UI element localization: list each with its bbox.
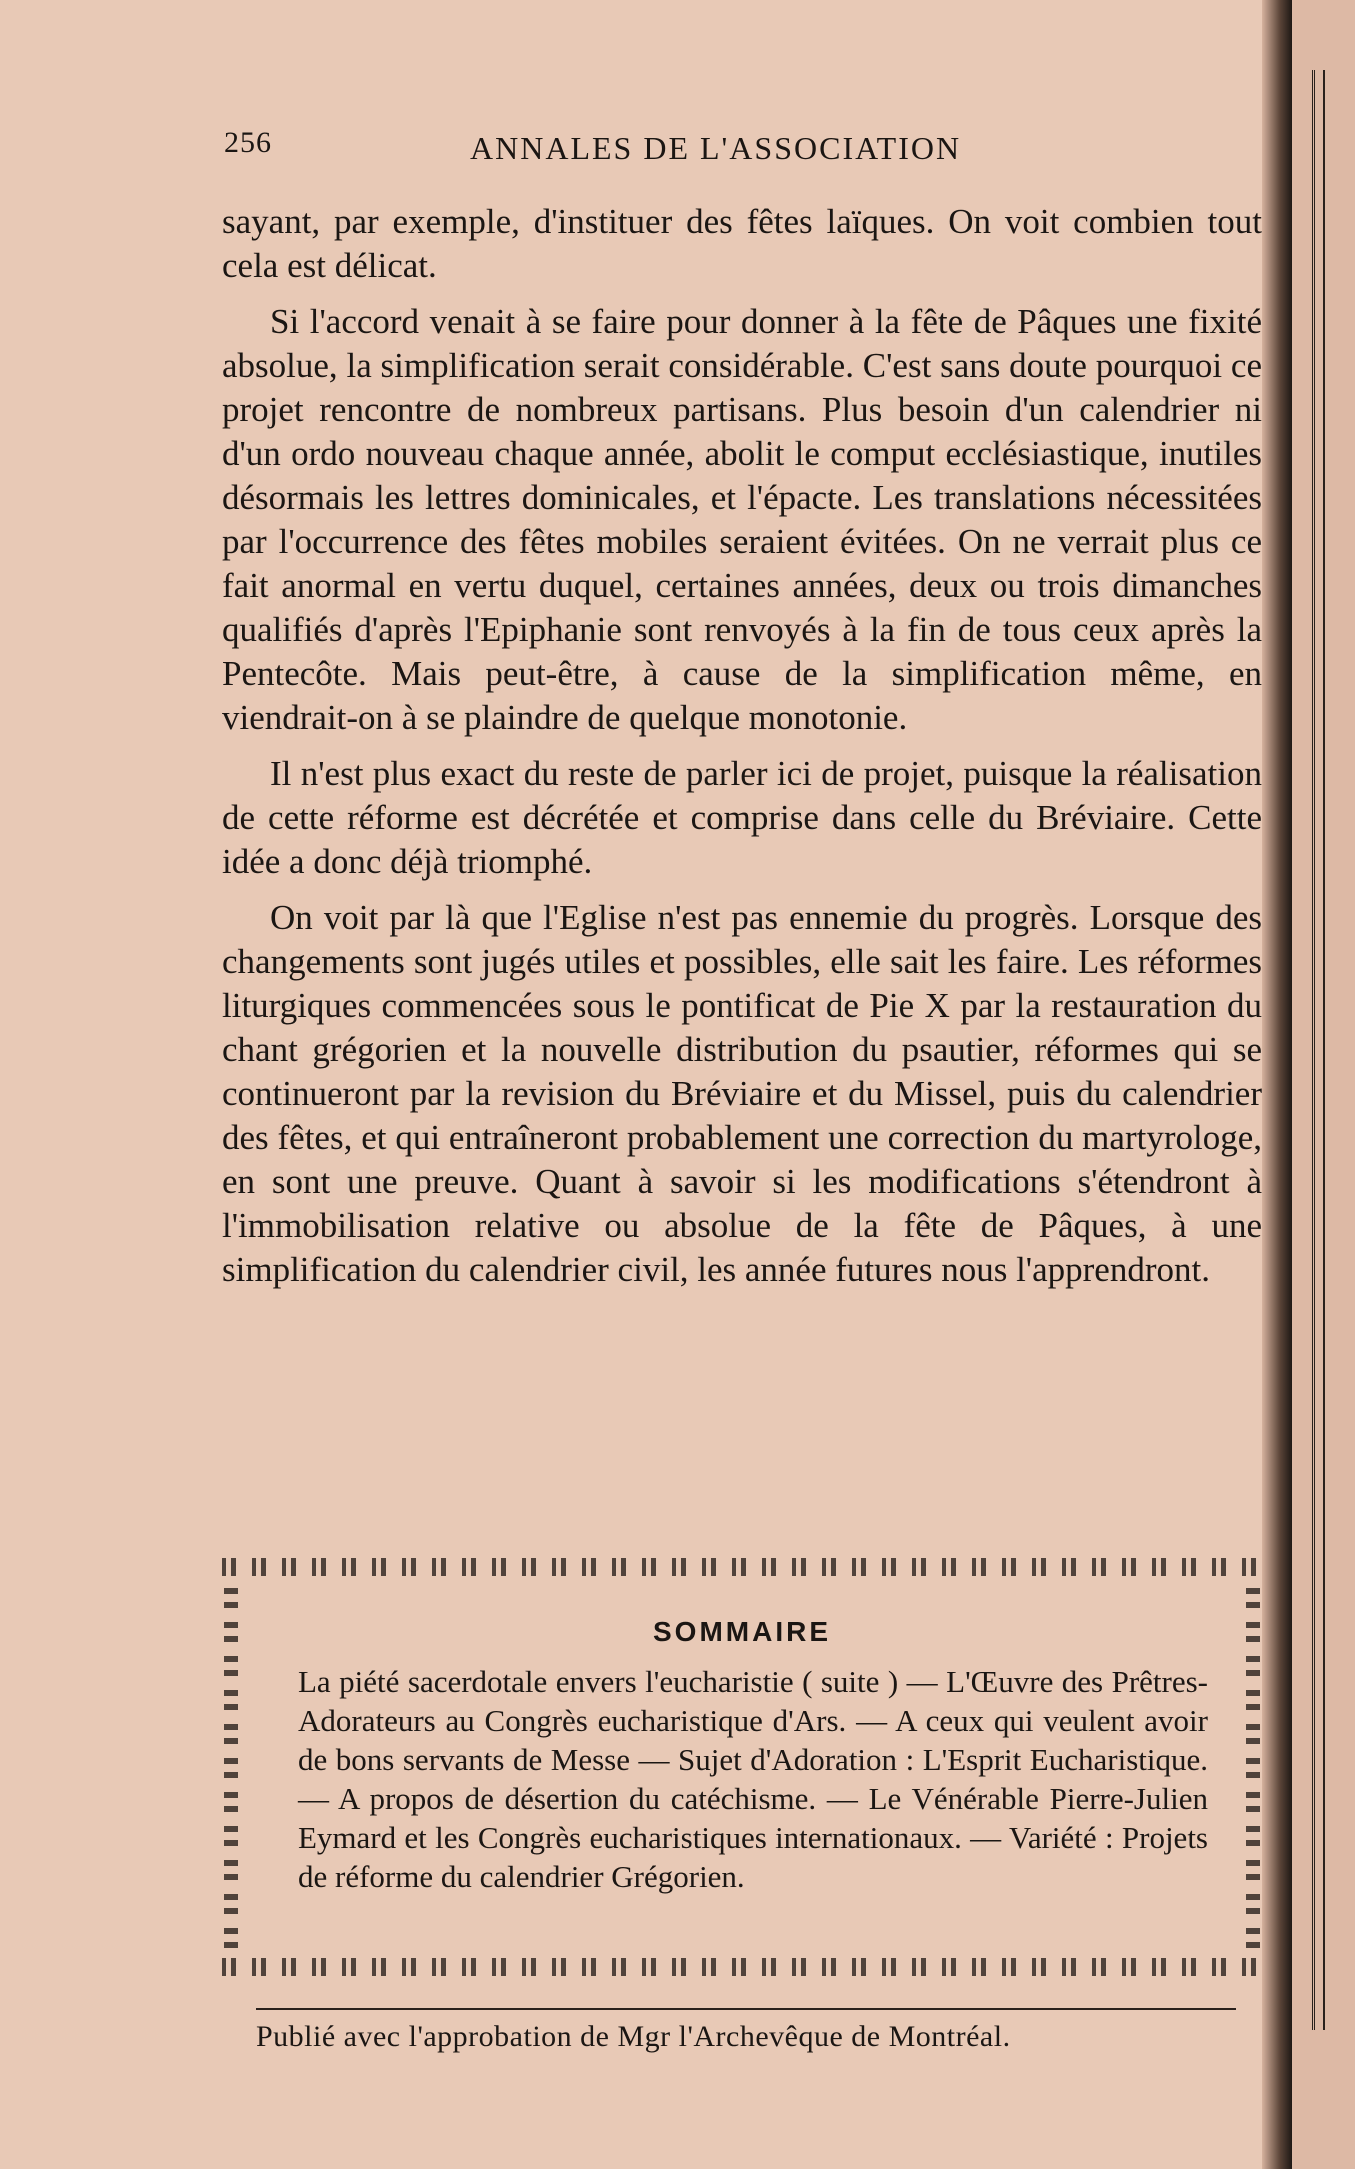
book-gutter	[1262, 0, 1292, 2169]
paragraph-1: sayant, par exemple, d'instituer des fêtes laïques. On voit combien tout cela est délicat.	[222, 202, 1262, 285]
facing-page-border	[1312, 70, 1325, 2030]
running-head	[224, 126, 1044, 176]
paragraph-3: Il n'est plus exact du reste de parler ici de projet, puisque la réalisation de cette réforme est décrétée et comprise dans celle du Bréviaire. Cette idée a donc déjà triomphé.	[222, 754, 1262, 881]
sommaire-text: La piété sacerdotale envers l'eucharistie ( suite ) — L'Œuvre des Prêtres-Adorateurs au Congrès eucharistique d'Ars. — A ceux qui veulent avoir de bons servants de Messe — Sujet d'Adoration : L'Esprit Eucharistique. — A propos de désertion du catéchisme. — Le Vénérable Pierre-Julien Eymard et les Congrès eucharistiques internationaux. — Variété : Projets de réforme du calendrier Grégorien.	[298, 1664, 1208, 1894]
colophon: Publié avec l'approbation de Mgr l'Archevêque de Montréal.	[256, 2008, 1236, 2054]
running-title: ANNALES DE L'ASSOCIATION	[470, 130, 962, 166]
ornamental-rule-top	[222, 1558, 1262, 1576]
ornamental-rule-bottom	[222, 1958, 1262, 1976]
body-text	[222, 200, 1262, 1304]
facing-page-edge	[1292, 0, 1355, 2169]
sommaire-box	[222, 1558, 1262, 1988]
paragraph-4: On voit par là que l'Eglise n'est pas ennemie du progrès. Lorsque des changements sont jugés utiles et possibles, elle sait les faire. Les réformes liturgiques commencées sous le pontificat de Pie X par la restauration du chant grégorien et la nouvelle distribution du psautier, réformes qui se continueront par la revision du Bréviaire et du Missel, puis du calendrier des fêtes, et qui entraîneront probablement une correction du martyrologe, en sont une preuve. Quant à savoir si les modifications s'étendront à l'immobilisation relative ou absolue de la fête de Pâques, à une simplification du calendrier civil, les année futures nous l'apprendront.	[222, 898, 1262, 1289]
sommaire-heading: SOMMAIRE	[653, 1616, 831, 1647]
page-number: 256	[224, 126, 272, 159]
paragraph-2: Si l'accord venait à se faire pour donner à la fête de Pâques une fixité absolue, la simplification serait considérable. C'est sans doute pourquoi ce projet rencontre de nombreux partisans. Plus besoin d'un calendrier ni d'un ordo nouveau chaque année, abolit le comput ecclésiastique, inutiles désormais les lettres dominicales, et l'épacte. Les translations nécessitées par l'occurrence des fêtes mobiles seraient évitées. On ne verrait plus ce fait anormal en vertu duquel, certaines années, deux ou trois dimanches qualifiés d'après l'Epiphanie sont renvoyés à la fin de tous ceux après la Pentecôte. Mais peut-être, à cause de la simplification même, en viendrait-on à se plaindre de quelque monotonie.	[222, 302, 1262, 737]
